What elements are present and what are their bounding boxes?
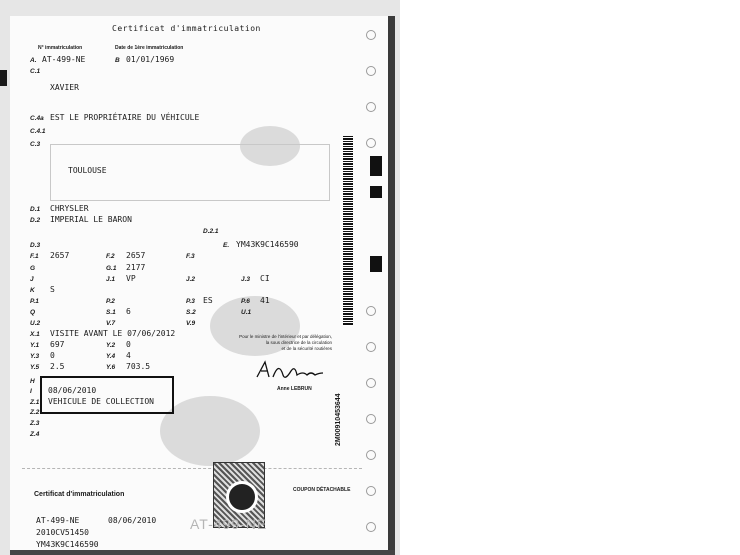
perforation-hole	[366, 102, 376, 112]
perforation-hole	[366, 306, 376, 316]
field-F2-label: F.2	[106, 253, 115, 260]
field-A-value: AT-499-NE	[42, 55, 86, 64]
field-Y3-label: Y.3	[30, 353, 40, 360]
coupon-detach-label: COUPON DÉTACHABLE	[293, 487, 351, 493]
field-D1-label: D.1	[30, 206, 41, 213]
first-reg-label: Date de 1ère immatriculation	[115, 45, 184, 51]
coupon-reg: AT-499-NE	[36, 516, 80, 525]
field-D1-value: CHRYSLER	[50, 204, 89, 213]
field-A-label: A.	[30, 57, 37, 64]
field-Y5-value: 2.5	[50, 362, 65, 371]
perforation-hole	[366, 30, 376, 40]
field-F1-value: 2657	[50, 251, 70, 260]
field-G1-value: 2177	[126, 263, 146, 272]
coupon-vin: YM43K9C146590	[36, 540, 99, 549]
field-Z3-label: Z.3	[30, 420, 40, 427]
field-C1-value: XAVIER	[50, 83, 79, 92]
field-J3-label: J.3	[241, 276, 251, 283]
field-V7-label: V.7	[106, 320, 116, 327]
field-Q-label: Q	[30, 309, 36, 316]
field-C1-label: C.1	[30, 68, 41, 75]
field-Y3-value: 0	[50, 351, 55, 360]
field-C41-label: C.4.1	[30, 128, 46, 135]
field-Y4-label: Y.4	[106, 353, 116, 360]
perforation-hole	[366, 342, 376, 352]
field-S1-value: 6	[126, 307, 131, 316]
field-C4a-label: C.4a	[30, 115, 44, 122]
stamp-emblem	[226, 481, 258, 513]
authority-line-1: Pour le ministre de l'intérieur et par délégation,	[239, 334, 332, 339]
field-C4a-value: EST LE PROPRIÉTAIRE DU VÉHICULE	[50, 113, 200, 122]
perforation-hole	[366, 138, 376, 148]
coupon-code: 2010CV51450	[36, 528, 89, 537]
field-P3-value: ES	[203, 296, 213, 305]
field-G-label: G	[30, 265, 36, 272]
field-U1-label: U.1	[241, 309, 252, 316]
field-B-label: B	[115, 57, 120, 64]
field-Y6-value: 703.5	[126, 362, 151, 371]
field-J2-label: J.2	[186, 276, 196, 283]
perforation-hole	[366, 378, 376, 388]
field-Y5-label: Y.5	[30, 364, 40, 371]
field-C3-value: TOULOUSE	[68, 166, 107, 175]
signer-name: Anne LEBRUN	[277, 386, 312, 392]
field-J-label: J	[30, 276, 34, 283]
scan-noise	[160, 396, 260, 466]
field-D2-label: D.2	[30, 217, 41, 224]
field-X1-label: X.1	[30, 331, 40, 338]
field-Z1-value: VEHICULE DE COLLECTION	[48, 397, 154, 406]
reg-number-label: N° immatriculation	[38, 45, 83, 51]
field-P3-label: P.3	[186, 298, 195, 305]
field-E-value: YM43K9C146590	[236, 240, 299, 249]
field-H-label: H	[30, 378, 35, 385]
field-D2-value: IMPERIAL LE BARON	[50, 215, 132, 224]
field-Z2-label: Z.2	[30, 409, 40, 416]
field-Z1-label: Z.1	[30, 399, 40, 406]
field-P2-label: P.2	[106, 298, 115, 305]
field-Y6-label: Y.6	[106, 364, 116, 371]
field-X1-value: VISITE AVANT LE 07/06/2012	[50, 329, 176, 338]
perforation-hole	[366, 414, 376, 424]
field-K-value: S	[50, 285, 55, 294]
field-Y1-value: 697	[50, 340, 65, 349]
registration-mark	[370, 256, 382, 272]
field-D3-label: D.3	[30, 242, 41, 249]
perforation-hole	[366, 66, 376, 76]
field-P6-label: P.6	[241, 298, 250, 305]
authority-line-2: la sous directrice de la circulation	[265, 340, 332, 345]
field-I-value: 08/06/2010	[48, 386, 97, 395]
field-K-label: K	[30, 287, 35, 294]
detach-line	[22, 468, 362, 469]
field-V9-label: V.9	[186, 320, 196, 327]
coupon-watermark: AT-499-NE	[190, 516, 268, 532]
field-J3-value: CI	[260, 274, 270, 283]
signature	[255, 359, 325, 385]
highlight-box	[40, 376, 174, 414]
field-G1-label: G.1	[106, 265, 117, 272]
field-J1-value: VP	[126, 274, 136, 283]
field-C3-label: C.3	[30, 141, 41, 148]
field-S2-label: S.2	[186, 309, 196, 316]
field-Y2-label: Y.2	[106, 342, 116, 349]
field-U2-label: U.2	[30, 320, 41, 327]
authority-line-3: et de la sécurité routières	[281, 346, 332, 351]
field-P6-value: 41	[260, 296, 270, 305]
scan-edge-mark	[0, 70, 7, 86]
field-I-label: I	[30, 388, 32, 395]
registration-mark	[370, 186, 382, 198]
field-E-label: E.	[223, 242, 230, 249]
coupon-date: 08/06/2010	[108, 516, 157, 525]
barcode	[343, 136, 353, 326]
registration-certificate	[10, 16, 388, 550]
field-F3-label: F.3	[186, 253, 195, 260]
perforation-hole	[366, 486, 376, 496]
coupon-title: Certificat d'immatriculation	[34, 491, 125, 498]
field-J1-label: J.1	[106, 276, 116, 283]
perforation-hole	[366, 450, 376, 460]
document-title: Certificat d'immatriculation	[112, 24, 261, 33]
field-F2-value: 2657	[126, 251, 146, 260]
field-Y2-value: 0	[126, 340, 131, 349]
field-D21-label: D.2.1	[203, 228, 219, 235]
field-Y1-label: Y.1	[30, 342, 40, 349]
document-number: 2M00910453644	[335, 393, 342, 446]
document-shadow-bottom	[10, 550, 395, 555]
registration-mark	[370, 156, 382, 176]
field-S1-label: S.1	[106, 309, 116, 316]
perforation-hole	[366, 522, 376, 532]
field-F1-label: F.1	[30, 253, 39, 260]
field-P1-label: P.1	[30, 298, 39, 305]
field-Z4-label: Z.4	[30, 431, 40, 438]
field-B-value: 01/01/1969	[126, 55, 175, 64]
field-Y4-value: 4	[126, 351, 131, 360]
